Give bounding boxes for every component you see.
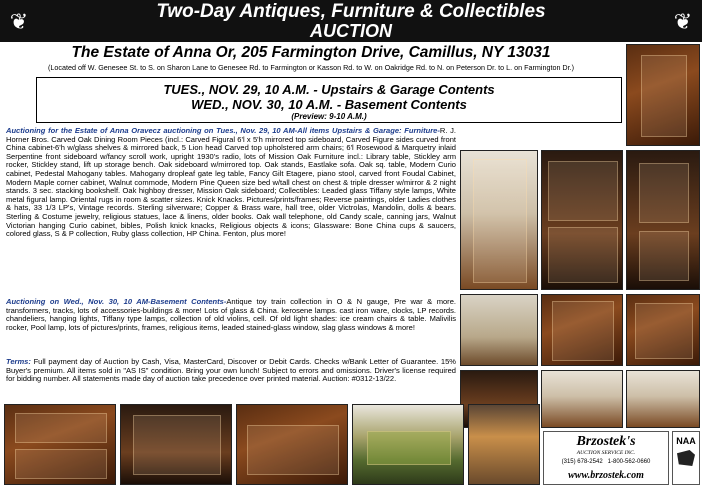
photo-toy-train-car bbox=[352, 404, 464, 485]
auctioneer-name: Brzostek's bbox=[576, 434, 636, 449]
photo-china-cabinet bbox=[626, 150, 700, 290]
photo-carved-buffet bbox=[541, 150, 623, 290]
day2-description bbox=[6, 298, 456, 332]
phone-local: (315) 678-2542 bbox=[561, 459, 603, 465]
date-box bbox=[36, 77, 622, 123]
photo-tiffany-lamp bbox=[468, 404, 540, 485]
fleur-ornament-icon: ❦ bbox=[9, 9, 29, 34]
photo-storage-bench bbox=[236, 404, 348, 485]
header-banner bbox=[0, 0, 702, 42]
terms-body: Full payment day of Auction by Cash, Visa, MasterCard, Discover or Debit Cards. Checks w/Bank Letter of Guarantee. 15% Buyer's premium. All items sold in "AS IS" condition. Bring your own lunch! Subject to errors and omissions. Driver's license required for bidding number. All statements made day of auction take precedence over printed material. Auction: #0312-13/22. bbox=[6, 357, 456, 384]
day2-line: WED., NOV. 30, 10 A.M. - Basement Contents bbox=[191, 97, 467, 112]
day1-lead: Auctioning for the Estate of Anna Oravecz auctioning on Tues., Nov. 29, 10 AM-All items Upstairs & Garage: Furniture- bbox=[6, 126, 440, 135]
auctioneer-logo bbox=[543, 431, 669, 485]
phone-tollfree: 1-800-562-0660 bbox=[607, 459, 651, 465]
naa-label: NAA bbox=[676, 436, 696, 446]
day1-body: R. J. Horner Bros. Carved Oak Dining Room Pieces (incl.: Carved Figural 6'l x 5'h mirrored top sideboard, Carved Figure sides curved front China cabinet-6'h w/glass shelves & mirrored back, 5 Lion head Carved top upholstered arm chairs; 6'l Rosewood & Marquetry inlaid Serpentine front sideboard w/fancy scroll work, upright 1930's radio, lots of Mission Oak Furniture incl.: Library table, Stickley arm rocker, Stickley stand, lift up storage bench. Oak sideboard w/mirrored top. Oak stands, Eastlake sofa. Oak sq. table, Modern Curio cabinet, Pedestal Mahogany tables. Mahogany dropleaf gate leg table, Fancy Gilt Etagere, piano stool, carved front Foudal Cabinet, Modern Maple corner cabinet, Walnut commode, Modern Pine Queen size bed w/tall chest on chest & triple dresser w/mirror & 2 night stands. 3 sec. stacking bookshelf. Oak highboy dresser, Mission Oak sideboard; Collectibles: Leaded glass Tiffany style lamps, White metal figural lamp. Oriental rugs in room & scatter sizes. Knick Knacks. Pictures/prints/frames; Reverse paintings, older Ladies clothes & hats, 33 1/3 LP's, Vintage records. Sterling silverware; Copper & Brass ware, hall tree, older Victrolas, Mandolin, dolls & bears. Sterling & Costume jewelry, religious statues, lace & linens, older books. Oak wall telephone, old Candy scale, canning jars, Walnut Victorian hanging Curio cabinet, bibles, Polish knick knacks, Religious objects & icons; Glassware: Bone China cups & saucers, colored glass, S & P collection, Ruby glass collection, HP China. Fenton, plus more! bbox=[6, 126, 456, 239]
estate-title: The Estate of Anna Or, 205 Farmington Drive, Camillus, NY 13031 bbox=[71, 44, 551, 61]
day1-description bbox=[6, 127, 456, 239]
auctioneer-website: www.brzostek.com bbox=[568, 470, 644, 481]
terms-lead: Terms: bbox=[6, 357, 31, 366]
headline: Two-Day Antiques, Furniture & Collectibles bbox=[156, 1, 546, 22]
day2-lead: Auctioning on Wed., Nov. 30, 10 AM-Basement Contents- bbox=[6, 297, 227, 306]
photo-carved-chest bbox=[120, 404, 232, 485]
day2-body: Antique toy train collection in O & N gauge, Pre war & more. transformers, tracks, lots of accessories-buildings & more! Lots of glass & China. kerosene lamps. cast iron ware, clocks, LP records. chandeliers, hanging lights, Tiffany type lamps, collection of old violins, cell. Of old light shades: ice cream chairs & table. Malivilis rocker, Pool lamp, lots of pictures/prints, frames, religious items, leaded stained-glass window, slag glass windows & more! bbox=[6, 297, 456, 332]
terms-description bbox=[6, 358, 456, 384]
preview-line: (Preview: 9-10 A.M.) bbox=[291, 112, 367, 121]
photo-basement-shelves bbox=[460, 294, 538, 366]
day1-line: TUES., NOV. 29, 10 A.M. - Upstairs & Garage Contents bbox=[163, 82, 495, 97]
photo-stringed-instruments bbox=[541, 370, 623, 428]
photo-hanging-curio bbox=[541, 294, 623, 366]
auctioneer-phones bbox=[544, 458, 668, 466]
photo-display-cabinet bbox=[460, 150, 538, 290]
subheadline: AUCTION bbox=[310, 21, 392, 41]
auctioneer-subtitle: AUCTION SERVICE INC. bbox=[576, 450, 636, 456]
naa-badge bbox=[672, 431, 700, 485]
photo-violins bbox=[626, 370, 700, 428]
photo-carved-sideboard bbox=[4, 404, 116, 485]
location-directions: (Located off W. Genesee St. to S. on Sharon Lane to Genesee Rd. to Farmington or Kasson Rd. to W. on Oakridge Rd. to N. on Peterson Dr. to L. on Farmington Dr.) bbox=[47, 63, 575, 72]
fleur-ornament-icon: ❦ bbox=[673, 9, 693, 34]
photo-curio-cabinet bbox=[626, 44, 700, 146]
photo-sideboard bbox=[626, 294, 700, 366]
ny-state-icon bbox=[677, 450, 695, 466]
